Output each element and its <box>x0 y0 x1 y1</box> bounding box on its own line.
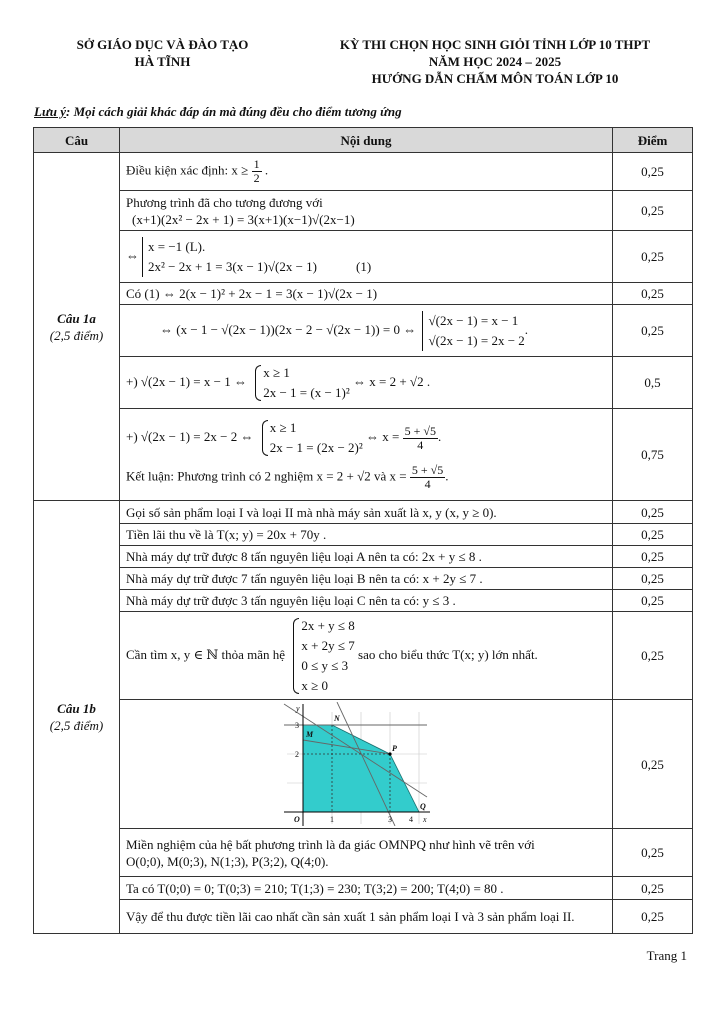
table-row <box>34 357 693 409</box>
tick-x-1: 1 <box>330 815 334 824</box>
table-row <box>34 231 693 283</box>
system-brace: x ≥ 1 2x − 1 = (2x − 2)² <box>260 418 363 458</box>
tick-y-2: 2 <box>295 750 299 759</box>
content-cell: Tiền lãi thu về là T(x; y) = 20x + 70y . <box>120 524 613 546</box>
table-row <box>34 283 693 305</box>
table-row <box>34 568 693 590</box>
question-points: (2,5 điểm) <box>49 327 104 343</box>
content-cell: Nhà máy dự trữ được 3 tấn nguyên liệu loại C nên ta có: y ≤ 3 . <box>120 590 613 612</box>
content-cell: +) √(2x − 1) = 2x − 2 ⇔ x ≥ 1 2x − 1 = (2x − 2)² ⇔ x = $\frac{5 + √5}{4}$ . Kết luận: Phương trình có 2 nghiệm x = 2 + √2 và x = $\frac{5 + √5}{4}$ . <box>120 409 613 501</box>
case-bracket: x = −1 (L). 2x² − 2x + 1 = 3(x − 1)√(2x − 1) (1) <box>142 237 371 277</box>
page-number: Trang 1 <box>646 948 687 963</box>
department-name: SỞ GIÁO DỤC VÀ ĐÀO TẠO <box>76 37 249 52</box>
table-row <box>34 305 693 357</box>
table-row <box>34 409 693 501</box>
table-row <box>34 153 693 191</box>
score-cell: 0,25 <box>613 524 693 546</box>
content-cell: Nhà máy dự trữ được 8 tấn nguyên liệu loại A nên ta có: 2x + y ≤ 8 . <box>120 546 613 568</box>
note <box>34 104 402 120</box>
system-brace: 2x + y ≤ 8 x + 2y ≤ 7 0 ≤ y ≤ 3 x ≥ 0 <box>291 616 354 696</box>
case-bracket: √(2x − 1) = x − 1 √(2x − 1) = 2x − 2 <box>422 311 524 351</box>
content-cell: Gọi số sản phẩm loại I và loại II mà nhà máy sản xuất là x, y (x, y ≥ 0). <box>120 501 613 524</box>
point-M: M <box>306 730 314 739</box>
score-cell: 0,25 <box>613 283 693 305</box>
score-cell: 0,25 <box>613 546 693 568</box>
score-cell: 0,25 <box>613 829 693 877</box>
score-cell: 0,25 <box>613 305 693 357</box>
header-left <box>40 36 285 70</box>
score-cell: 0,25 <box>613 590 693 612</box>
note-label: Lưu ý <box>34 104 66 119</box>
table-row <box>34 700 693 829</box>
axis-label-x: x <box>423 815 427 824</box>
grading-table <box>33 127 693 934</box>
fraction: $\frac{1}{2}$ <box>253 157 260 185</box>
tick-x-4: 4 <box>409 815 413 824</box>
col-header-cau: Câu <box>34 128 120 153</box>
content-cell: Vậy để thu được tiền lãi cao nhất cần sản xuất 1 sản phẩm loại I và 3 sản phẩm loại II. <box>120 900 613 934</box>
col-header-noidung: Nội dung <box>120 128 613 153</box>
question-points: (2,5 điểm) <box>49 718 104 733</box>
content-cell: Nhà máy dự trữ được 7 tấn nguyên liệu loại B nên ta có: x + 2y ≤ 7 . <box>120 568 613 590</box>
axis-label-y: y <box>296 704 300 713</box>
content-cell: ⇔ x = −1 (L). 2x² − 2x + 1 = 3(x − 1)√(2x − 1) (1) <box>120 231 613 283</box>
note-text: : Mọi cách giải khác đáp án mà đúng đều cho điểm tương ứng <box>65 104 402 119</box>
content-cell: ⇔ (x − 1 − √(2x − 1))(2x − 2 − √(2x − 1)) = 0 ⇔ √(2x − 1) = x − 1 √(2x − 1) = 2x − 2 . <box>120 305 613 357</box>
point-Q: Q <box>420 802 426 811</box>
content-cell: Miền nghiệm của hệ bất phương trình là đa giác OMNPQ như hình vẽ trên với O(0;0), M(0;3), N(1;3), P(3;2), Q(4;0). <box>120 829 613 877</box>
table-row <box>34 612 693 700</box>
point-O: O <box>294 815 300 824</box>
point-N: N <box>334 714 340 723</box>
feasible-region-graph <box>282 702 432 826</box>
table-row <box>34 829 693 877</box>
score-cell: 0,25 <box>613 900 693 934</box>
question-title: Câu 1a <box>57 310 96 326</box>
content-cell: Cần tìm x, y ∈ ℕ thỏa mãn hệ 2x + y ≤ 8 x + 2y ≤ 7 0 ≤ y ≤ 3 x ≥ 0 sao cho biểu thức T(x; y) lớn nhất. <box>120 612 613 700</box>
content-cell: +) √(2x − 1) = x − 1 ⇔ x ≥ 1 2x − 1 = (x − 1)² ⇔ x = 2 + √2 . <box>120 357 613 409</box>
score-cell: 0,25 <box>613 231 693 283</box>
header-right <box>300 36 690 87</box>
content-cell: Ta có T(0;0) = 0; T(0;3) = 210; T(1;3) = 230; T(3;2) = 200; T(4;0) = 80 . <box>120 877 613 900</box>
tick-x-3: 3 <box>388 815 392 824</box>
fraction: $\frac{5 + √5}{4}$ <box>404 423 436 452</box>
exam-title: KỲ THI CHỌN HỌC SINH GIỎI TỈNH LỚP 10 THPT <box>339 37 651 52</box>
score-cell: 0,25 <box>613 877 693 900</box>
table-row <box>34 501 693 524</box>
province-name: HÀ TĨNH <box>134 54 191 69</box>
table-row <box>34 590 693 612</box>
score-cell: 0,25 <box>613 700 693 829</box>
point-P: P <box>392 744 397 753</box>
math: x ≥ <box>231 162 249 178</box>
score-cell: 0,25 <box>613 153 693 191</box>
school-year: NĂM HỌC 2024 – 2025 <box>428 54 562 69</box>
question-1a-cell <box>34 153 120 501</box>
content-cell: Phương trình đã cho tương đương với (x+1)(2x² − 2x + 1) = 3(x+1)(x−1)√(2x−1) <box>120 191 613 231</box>
table-row <box>34 877 693 900</box>
col-header-diem: Điểm <box>613 128 693 153</box>
score-cell: 0,75 <box>613 409 693 501</box>
table-row <box>34 546 693 568</box>
conclusion-text: Kết luận: Phương trình có 2 nghiệm x = 2 + √2 và x = <box>126 468 407 484</box>
table-row <box>34 191 693 231</box>
question-1b-cell <box>34 501 120 934</box>
score-cell: 0,25 <box>613 568 693 590</box>
score-cell: 0,25 <box>613 191 693 231</box>
score-cell: 0,25 <box>613 501 693 524</box>
table-header-row <box>34 128 693 153</box>
table-row <box>34 524 693 546</box>
score-cell: 0,5 <box>613 357 693 409</box>
score-cell: 0,25 <box>613 612 693 700</box>
fraction: $\frac{5 + √5}{4}$ <box>411 463 444 491</box>
content-cell: Điều kiện xác định: x ≥ $\frac{1}{2}$ . <box>120 153 613 191</box>
question-title: Câu 1b <box>57 701 96 716</box>
guide-title: HƯỚNG DẪN CHẤM MÔN TOÁN LỚP 10 <box>371 71 619 86</box>
content-cell <box>120 700 613 829</box>
content-cell: Có (1) ⇔ 2(x − 1)² + 2x − 1 = 3(x − 1)√(2x − 1) <box>120 283 613 305</box>
table-row <box>34 900 693 934</box>
tick-y-3: 3 <box>295 721 299 730</box>
system-brace: x ≥ 1 2x − 1 = (x − 1)² <box>253 363 350 403</box>
